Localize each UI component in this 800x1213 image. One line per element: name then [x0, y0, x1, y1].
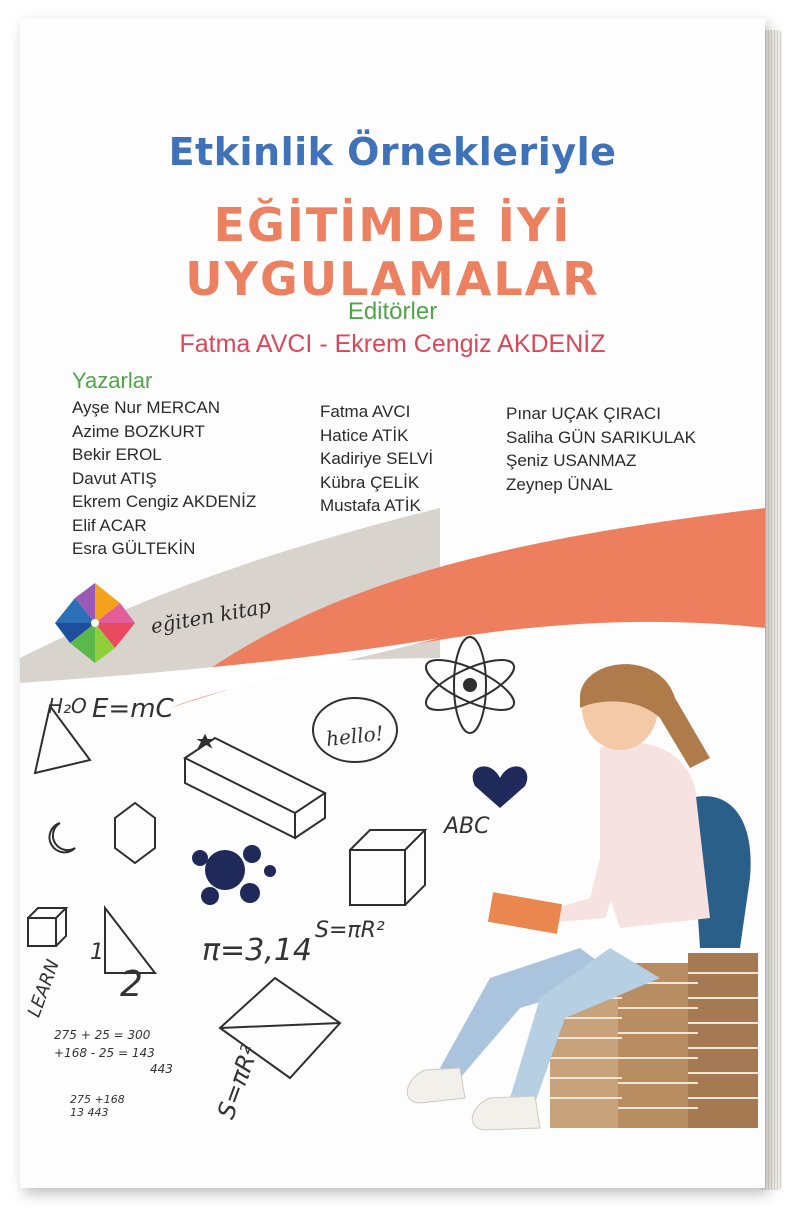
number-two-doodle: 2: [120, 964, 143, 1005]
open-book: [488, 892, 562, 934]
girl-reading-illustration: [20, 18, 765, 1188]
author-name: Kadiriye SELVİ: [320, 449, 434, 468]
author-name: Elif ACAR: [72, 515, 147, 535]
math-doodle-1: 275 + 25 = 300: [54, 1028, 151, 1042]
shoe-2: [472, 1096, 540, 1130]
author-name: Hatice ATİK: [320, 425, 409, 445]
author-name: Zeynep ÜNAL: [506, 474, 613, 494]
math-doodle-4: 275 +168 13 443: [70, 1093, 125, 1119]
learn-doodle: LEARN: [23, 956, 64, 1021]
area-formula-doodle-2: S=πR²: [211, 1041, 265, 1123]
editors-names: Fatma AVCI - Ekrem Cengiz AKDENİZ: [179, 330, 606, 358]
author-name: Davut ATIŞ: [72, 468, 157, 488]
shoe: [407, 1068, 465, 1103]
h2o-doodle: H₂O: [48, 694, 87, 718]
pi-doodle: π=3,14: [202, 933, 312, 968]
publisher-name: eğiten kitap: [148, 593, 273, 639]
authors-label: Yazarlar: [72, 368, 153, 393]
author-name: Azime BOZKURT: [72, 421, 205, 441]
author-name: Pınar UÇAK ÇIRACI: [506, 404, 661, 423]
author-name: Şeniz USANMAZ: [506, 451, 637, 470]
author-name: Fatma AVCI: [320, 402, 411, 421]
author-name: Esra GÜLTEKİN: [72, 539, 196, 558]
author-name: Ayşe Nur MERCAN: [72, 398, 220, 417]
hello-doodle: hello!: [324, 721, 385, 751]
emc-doodle: E=mC: [92, 694, 174, 724]
number-one-doodle: 1: [90, 940, 104, 965]
author-name: Bekir EROL: [72, 445, 162, 464]
math-doodle-3: 443: [150, 1062, 173, 1076]
abc-doodle: ABC: [444, 814, 490, 839]
book-title: EĞİTİMDE İYİ UYGULAMALAR: [185, 198, 600, 306]
math-doodle-2: +168 - 25 = 143: [54, 1046, 155, 1060]
editors-label: Editörler: [347, 298, 438, 325]
author-name: Mustafa ATİK: [320, 496, 421, 515]
book-cover: [20, 18, 765, 1188]
book-subtitle: Etkinlik Örnekleriyle: [168, 130, 617, 174]
author-name: Ekrem Cengiz AKDENİZ: [72, 492, 257, 511]
author-name: Saliha GÜN SARIKULAK: [506, 427, 696, 447]
author-name: Kübra ÇELİK: [320, 472, 420, 492]
area-formula-doodle: S=πR²: [315, 918, 385, 943]
